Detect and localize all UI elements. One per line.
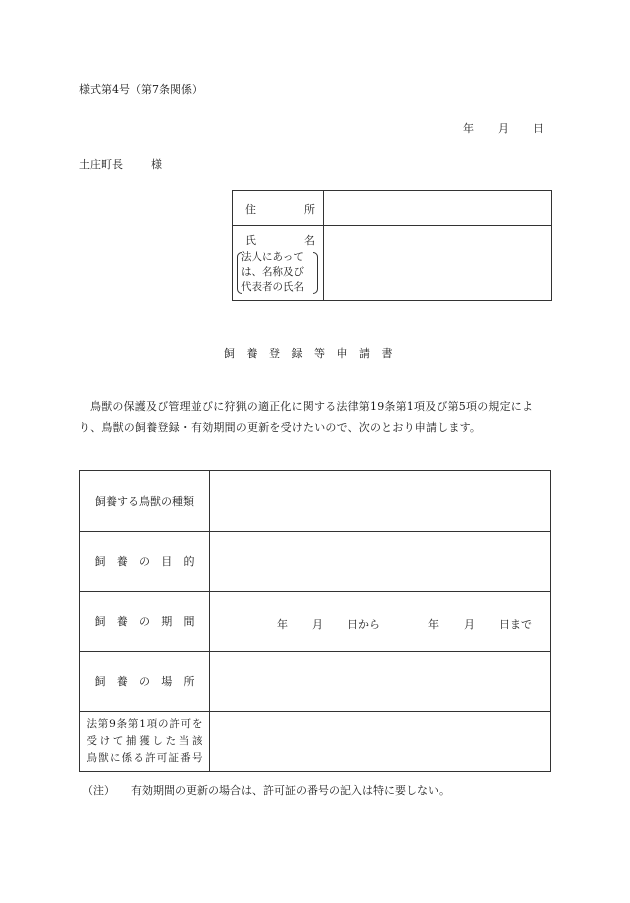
title-char: 養	[246, 347, 269, 360]
period-to-day: 日まで	[499, 618, 532, 631]
footnote	[82, 782, 450, 798]
place-char: の	[139, 675, 150, 688]
date-month: 月	[498, 122, 509, 135]
purpose-char: 的	[183, 555, 195, 568]
addressee-name: 土庄町長	[79, 158, 123, 171]
corp-note-line: 代表者の氏名	[241, 281, 304, 293]
name-label-char-1: 氏	[245, 234, 256, 247]
period-to-month: 月	[464, 618, 475, 631]
species-label-text: 飼養する鳥獣の種類	[95, 495, 194, 508]
title-char: 申	[336, 347, 359, 360]
footnote-text: 有効期間の更新の場合は、許可証の番号の記入は特に要しない。	[131, 784, 450, 797]
date-day: 日	[533, 122, 544, 135]
purpose-char: 養	[116, 555, 128, 568]
applicant-table	[232, 190, 552, 301]
application-body-text: 鳥獣の保護及び管理並びに狩猟の適正化に関する法律第19条第1項及び第5項の規定により、鳥獣の飼養登録・有効期間の更新を受けたいので、次のとおり申請します。	[79, 400, 534, 434]
period-label	[80, 591, 209, 651]
purpose-char: 目	[161, 555, 173, 568]
period-char: の	[139, 615, 150, 628]
place-char: 場	[161, 675, 173, 688]
permit-number-label	[80, 711, 209, 771]
period-from-day: 日から	[347, 618, 380, 631]
corp-note-line: は、名称及び	[241, 266, 304, 278]
corporation-note-text	[241, 250, 317, 295]
purpose-label	[80, 531, 209, 591]
permit-label-line: 鳥獣に係る許可証番号	[86, 751, 203, 764]
addressee	[79, 156, 162, 172]
address-label-char-2: 所	[304, 203, 315, 216]
title-char: 録	[291, 347, 314, 360]
period-from-month: 月	[312, 618, 323, 631]
date-year: 年	[463, 122, 474, 135]
place-char: 養	[116, 675, 128, 688]
table-column-divider	[209, 471, 210, 771]
addressee-honorific: 様	[151, 158, 162, 171]
purpose-char: の	[139, 555, 150, 568]
place-label	[80, 651, 209, 711]
footnote-label: （注）	[82, 784, 115, 797]
period-char: 養	[116, 615, 128, 628]
applicant-row-divider	[233, 225, 551, 226]
title-char: 登	[269, 347, 292, 360]
period-to-year: 年	[428, 618, 439, 631]
permit-label-line: 受けて捕獲した当該	[86, 734, 203, 747]
name-label	[245, 232, 315, 248]
application-table	[79, 470, 551, 772]
form-number: 様式第4号（第7条関係）	[79, 83, 203, 96]
period-char: 間	[183, 615, 195, 628]
place-char: 所	[183, 675, 195, 688]
purpose-char: 飼	[94, 555, 106, 568]
date-line	[463, 120, 544, 136]
corporation-note	[237, 250, 318, 296]
permit-label-line: 法第9条第1項の許可を	[86, 717, 203, 730]
name-label-char-2: 名	[304, 234, 315, 247]
title-char: 飼	[224, 347, 247, 360]
species-label	[80, 471, 209, 531]
title-char: 書	[381, 347, 404, 360]
title-char: 請	[359, 347, 382, 360]
title-char: 等	[314, 347, 337, 360]
period-char: 飼	[94, 615, 106, 628]
period-char: 期	[161, 615, 173, 628]
corp-note-line: 法人にあって	[241, 251, 304, 263]
address-label-char-1: 住	[245, 203, 256, 216]
period-from-year: 年	[277, 618, 288, 631]
document-title	[224, 345, 404, 361]
address-label	[245, 201, 315, 217]
place-char: 飼	[94, 675, 106, 688]
